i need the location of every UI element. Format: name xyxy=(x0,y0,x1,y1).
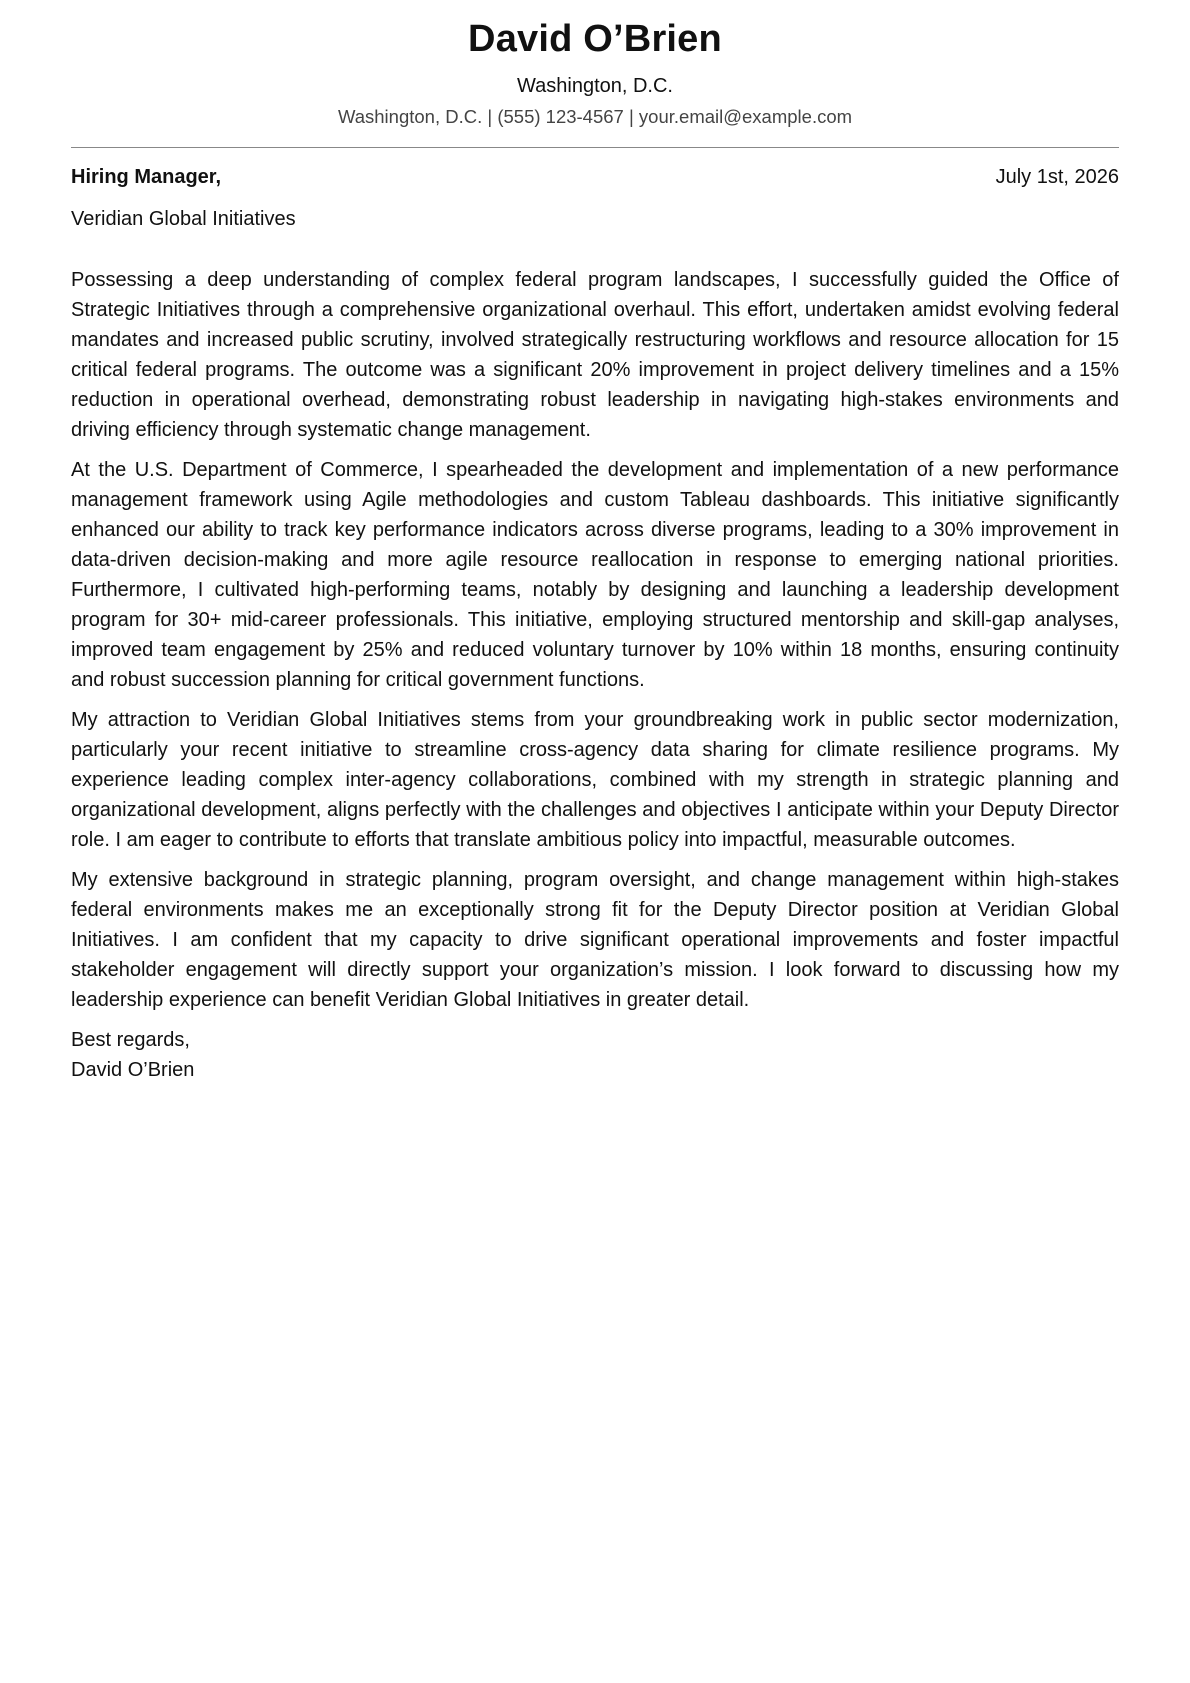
body-paragraph: Possessing a deep understanding of complex federal program landscapes, I successfully guided the Office of Strategic Initiatives through a comprehensive organizational overhaul. This effort, undertaken amidst evolving federal mandates and increased public scrutiny, involved strategically restructuring workflows and resource allocation for 15 critical federal programs. The outcome was a significant 20% improvement in project delivery timelines and a 15% reduction in operational overhead, demonstrating robust leadership in navigating high-stakes environments and driving efficiency through systematic change management. xyxy=(71,269,1119,441)
letter-date: July 1st, 2026 xyxy=(995,166,1119,188)
sender-name: David O’Brien xyxy=(468,18,722,60)
body-paragraph: My extensive background in strategic planning, program oversight, and change management within high-stakes federal environments makes me an exceptionally strong fit for the Deputy Director position at Veridian Global Initiatives. I am confident that my capacity to drive significant operational improvements and foster impactful stakeholder engagement will directly support your organization’s mission. I look forward to discussing how my leadership experience can benefit Veridian Global Initiatives in greater detail. xyxy=(71,869,1119,1011)
letter-header xyxy=(71,0,1119,130)
body-paragraph: My attraction to Veridian Global Initiatives stems from your groundbreaking work in public sector modernization, particularly your recent initiative to streamline cross-agency data sharing for climate resilience programs. My experience leading complex inter-agency collaborations, combined with my strength in strategic planning and organizational development, aligns perfectly with the challenges and objectives I anticipate within your Deputy Director role. I am eager to contribute to efforts that translate ambitious policy into impactful, measurable outcomes. xyxy=(71,709,1119,851)
sender-location: Washington, D.C. xyxy=(517,75,673,97)
body-paragraph: At the U.S. Department of Commerce, I spearheaded the development and implementation of a new performance management framework using Agile methodologies and custom Tableau dashboards. This initiative significantly enhanced our ability to track key performance indicators across diverse programs, leading to a 30% improvement in data-driven decision-making and more agile resource reallocation in response to emerging national priorities. Furthermore, I cultivated high-performing teams, notably by designing and launching a leadership development program for 30+ mid-career professionals. This initiative, employing structured mentorship and skill-gap analyses, improved team engagement by 25% and reduced voluntary turnover by 10% within 18 months, ensuring continuity and robust succession planning for critical government functions. xyxy=(71,459,1119,691)
recipient-date-row xyxy=(71,163,1119,191)
recipient-company: Veridian Global Initiatives xyxy=(71,208,296,230)
sender-contact-line: Washington, D.C. | (555) 123-4567 | your.email@example.com xyxy=(337,106,853,127)
letter-body xyxy=(71,265,1119,1015)
header-divider xyxy=(71,147,1119,148)
letter-closing xyxy=(71,1025,1119,1085)
signature-name: David O’Brien xyxy=(71,1059,195,1081)
recipient-salutation: Hiring Manager, xyxy=(71,166,222,188)
closing-phrase: Best regards, xyxy=(71,1029,190,1051)
